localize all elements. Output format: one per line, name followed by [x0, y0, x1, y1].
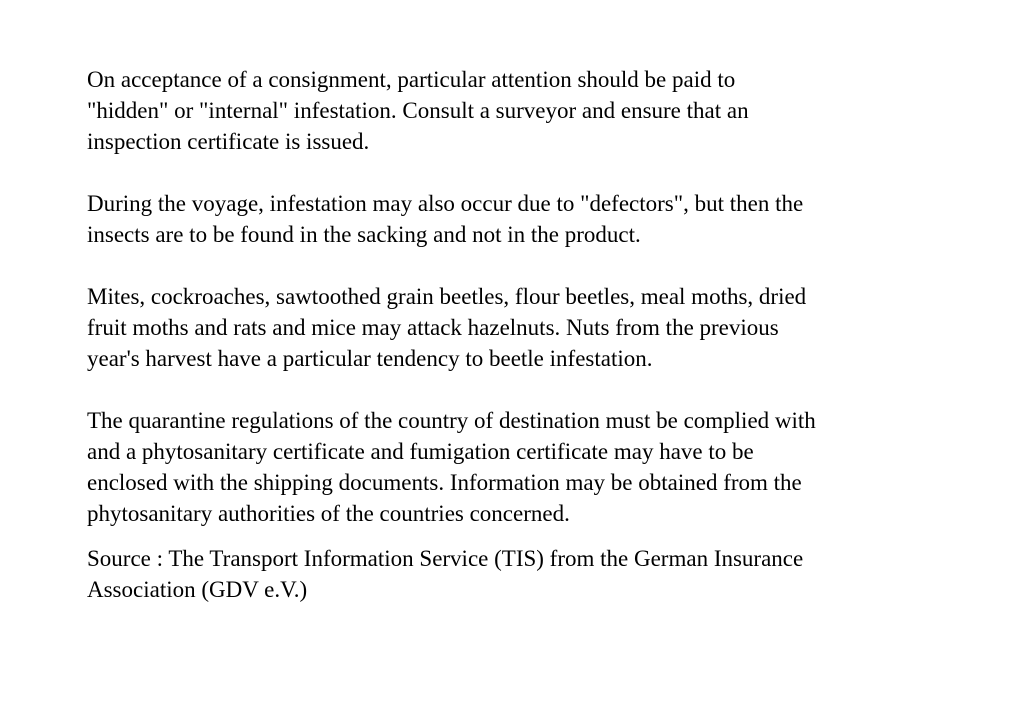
- paragraph-pests: Mites, cockroaches, sawtoothed grain beetles, flour beetles, meal moths, dried fruit moths and rats and mice may attack hazelnuts. Nuts from the previous year's harvest have a particular tendency to beetle infestation.: [87, 284, 807, 371]
- paragraph-spacer: [87, 529, 947, 543]
- paragraph-spacer: [87, 250, 947, 281]
- paragraph-spacer: [87, 374, 947, 405]
- paragraph-acceptance: On acceptance of a consignment, particular attention should be paid to "hidden" or "internal" infestation. Consult a surveyor and ensure that an inspection certificate is issued.: [87, 67, 749, 154]
- paragraph-voyage: During the voyage, infestation may also occur due to "defectors", but then the insects are to be found in the sacking and not in the product.: [87, 191, 804, 247]
- paragraph-spacer: [87, 157, 947, 188]
- document-body: [87, 64, 947, 605]
- paragraph-quarantine: The quarantine regulations of the country of destination must be complied with and a phytosanitary certificate and fumigation certificate may have to be enclosed with the shipping documents. Information may be obtained from the phytosanitary authorities of the countries concerned.: [87, 408, 816, 526]
- source-citation: Source : The Transport Information Service (TIS) from the German Insurance Association (GDV e.V.): [87, 546, 804, 602]
